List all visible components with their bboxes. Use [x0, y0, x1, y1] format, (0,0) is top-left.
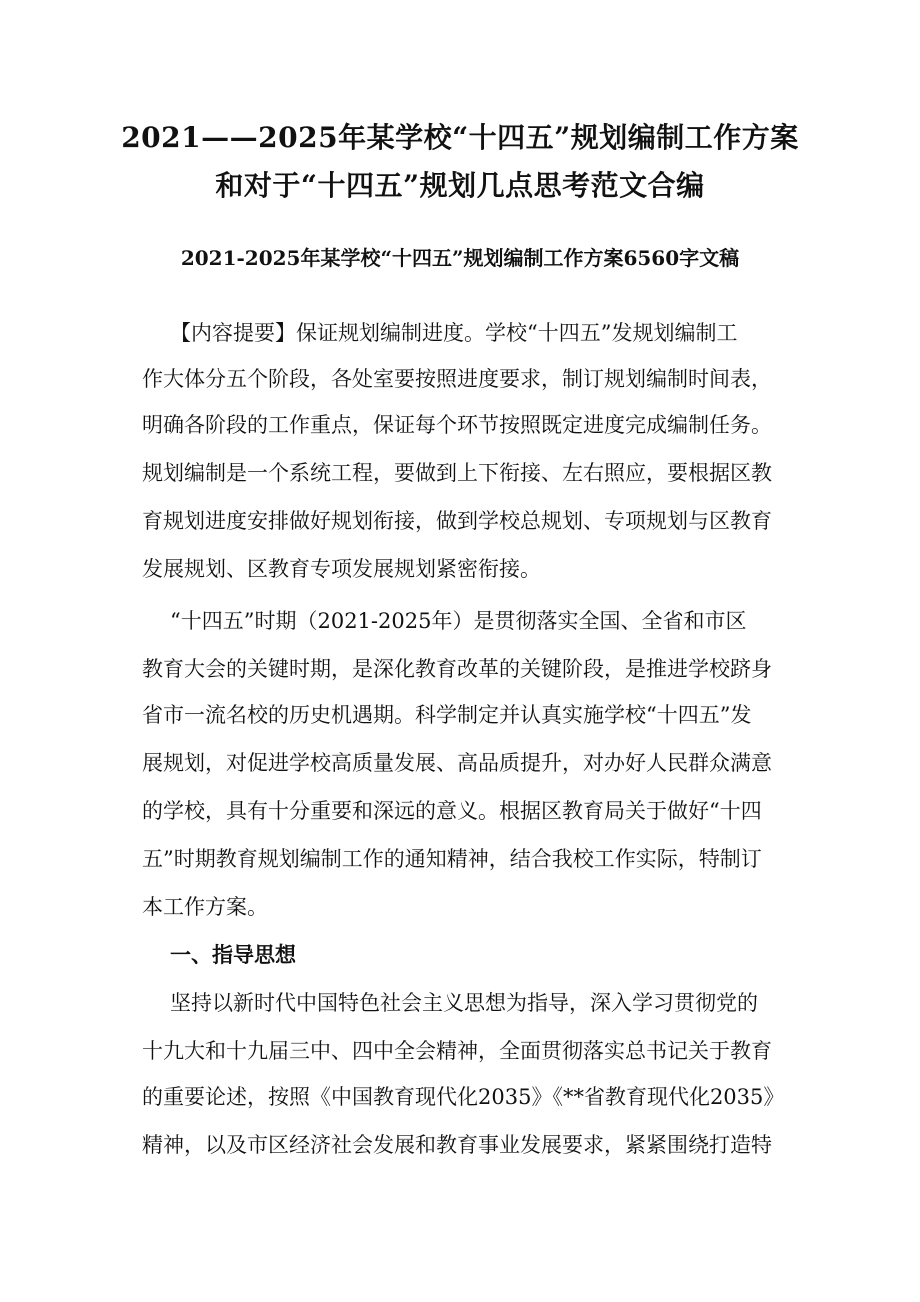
- paragraph-line: 【内容提要】保证规划编制进度。学校“十四五”发规划编制工: [170, 321, 738, 345]
- section-heading: 一、指导思想: [170, 942, 296, 967]
- paragraph-line: 的重要论述，按照《中国教育现代化2035》《**省教育现代化2035》: [142, 1085, 785, 1109]
- paragraph-line: 本工作方案。: [142, 895, 268, 919]
- paragraph-line: 的学校，具有十分重要和深远的意义。根据区教育局关于做好“十四: [142, 799, 762, 823]
- paragraph-line: 五”时期教育规划编制工作的通知精神，结合我校工作实际，特制订: [142, 847, 762, 871]
- paragraph-line: “十四五”时期（2021-2025年）是贯彻落实全国、全省和市区: [170, 609, 747, 633]
- paragraph-line: 省市一流名校的历史机遇期。科学制定并认真实施学校“十四五”发: [142, 703, 752, 727]
- paragraph-line: 精神，以及市区经济社会发展和教育事业发展要求，紧紧围绕打造特: [142, 1133, 772, 1157]
- paragraph-line: 作大体分五个阶段，各处室要按照进度要求，制订规划编制时间表，: [142, 367, 772, 391]
- document-title-line-1: 2021——2025年某学校“十四五”规划编制工作方案: [121, 121, 799, 154]
- paragraph-line: 展规划，对促进学校高质量发展、高品质提升，对办好人民群众满意: [142, 751, 772, 775]
- section-subtitle: 2021-2025年某学校“十四五”规划编制工作方案6560字文稿: [180, 246, 740, 270]
- paragraph-line: 育规划进度安排做好规划衔接，做到学校总规划、专项规划与区教育: [142, 509, 772, 533]
- paragraph-line: 教育大会的关键时期，是深化教育改革的关键阶段，是推进学校跻身: [142, 657, 772, 681]
- paragraph-line: 十九大和十九届三中、四中全会精神，全面贯彻落实总书记关于教育: [142, 1039, 772, 1063]
- paragraph-line: 规划编制是一个系统工程，要做到上下衔接、左右照应，要根据区教: [142, 461, 772, 485]
- paragraph-line: 坚持以新时代中国特色社会主义思想为指导，深入学习贯彻党的: [170, 991, 758, 1015]
- document-title-line-2: 和对于“十四五”规划几点思考范文合编: [215, 169, 705, 202]
- paragraph-line: 明确各阶段的工作重点，保证每个环节按照既定进度完成编制任务。: [142, 413, 772, 437]
- paragraph-line: 发展规划、区教育专项发展规划紧密衔接。: [142, 557, 541, 581]
